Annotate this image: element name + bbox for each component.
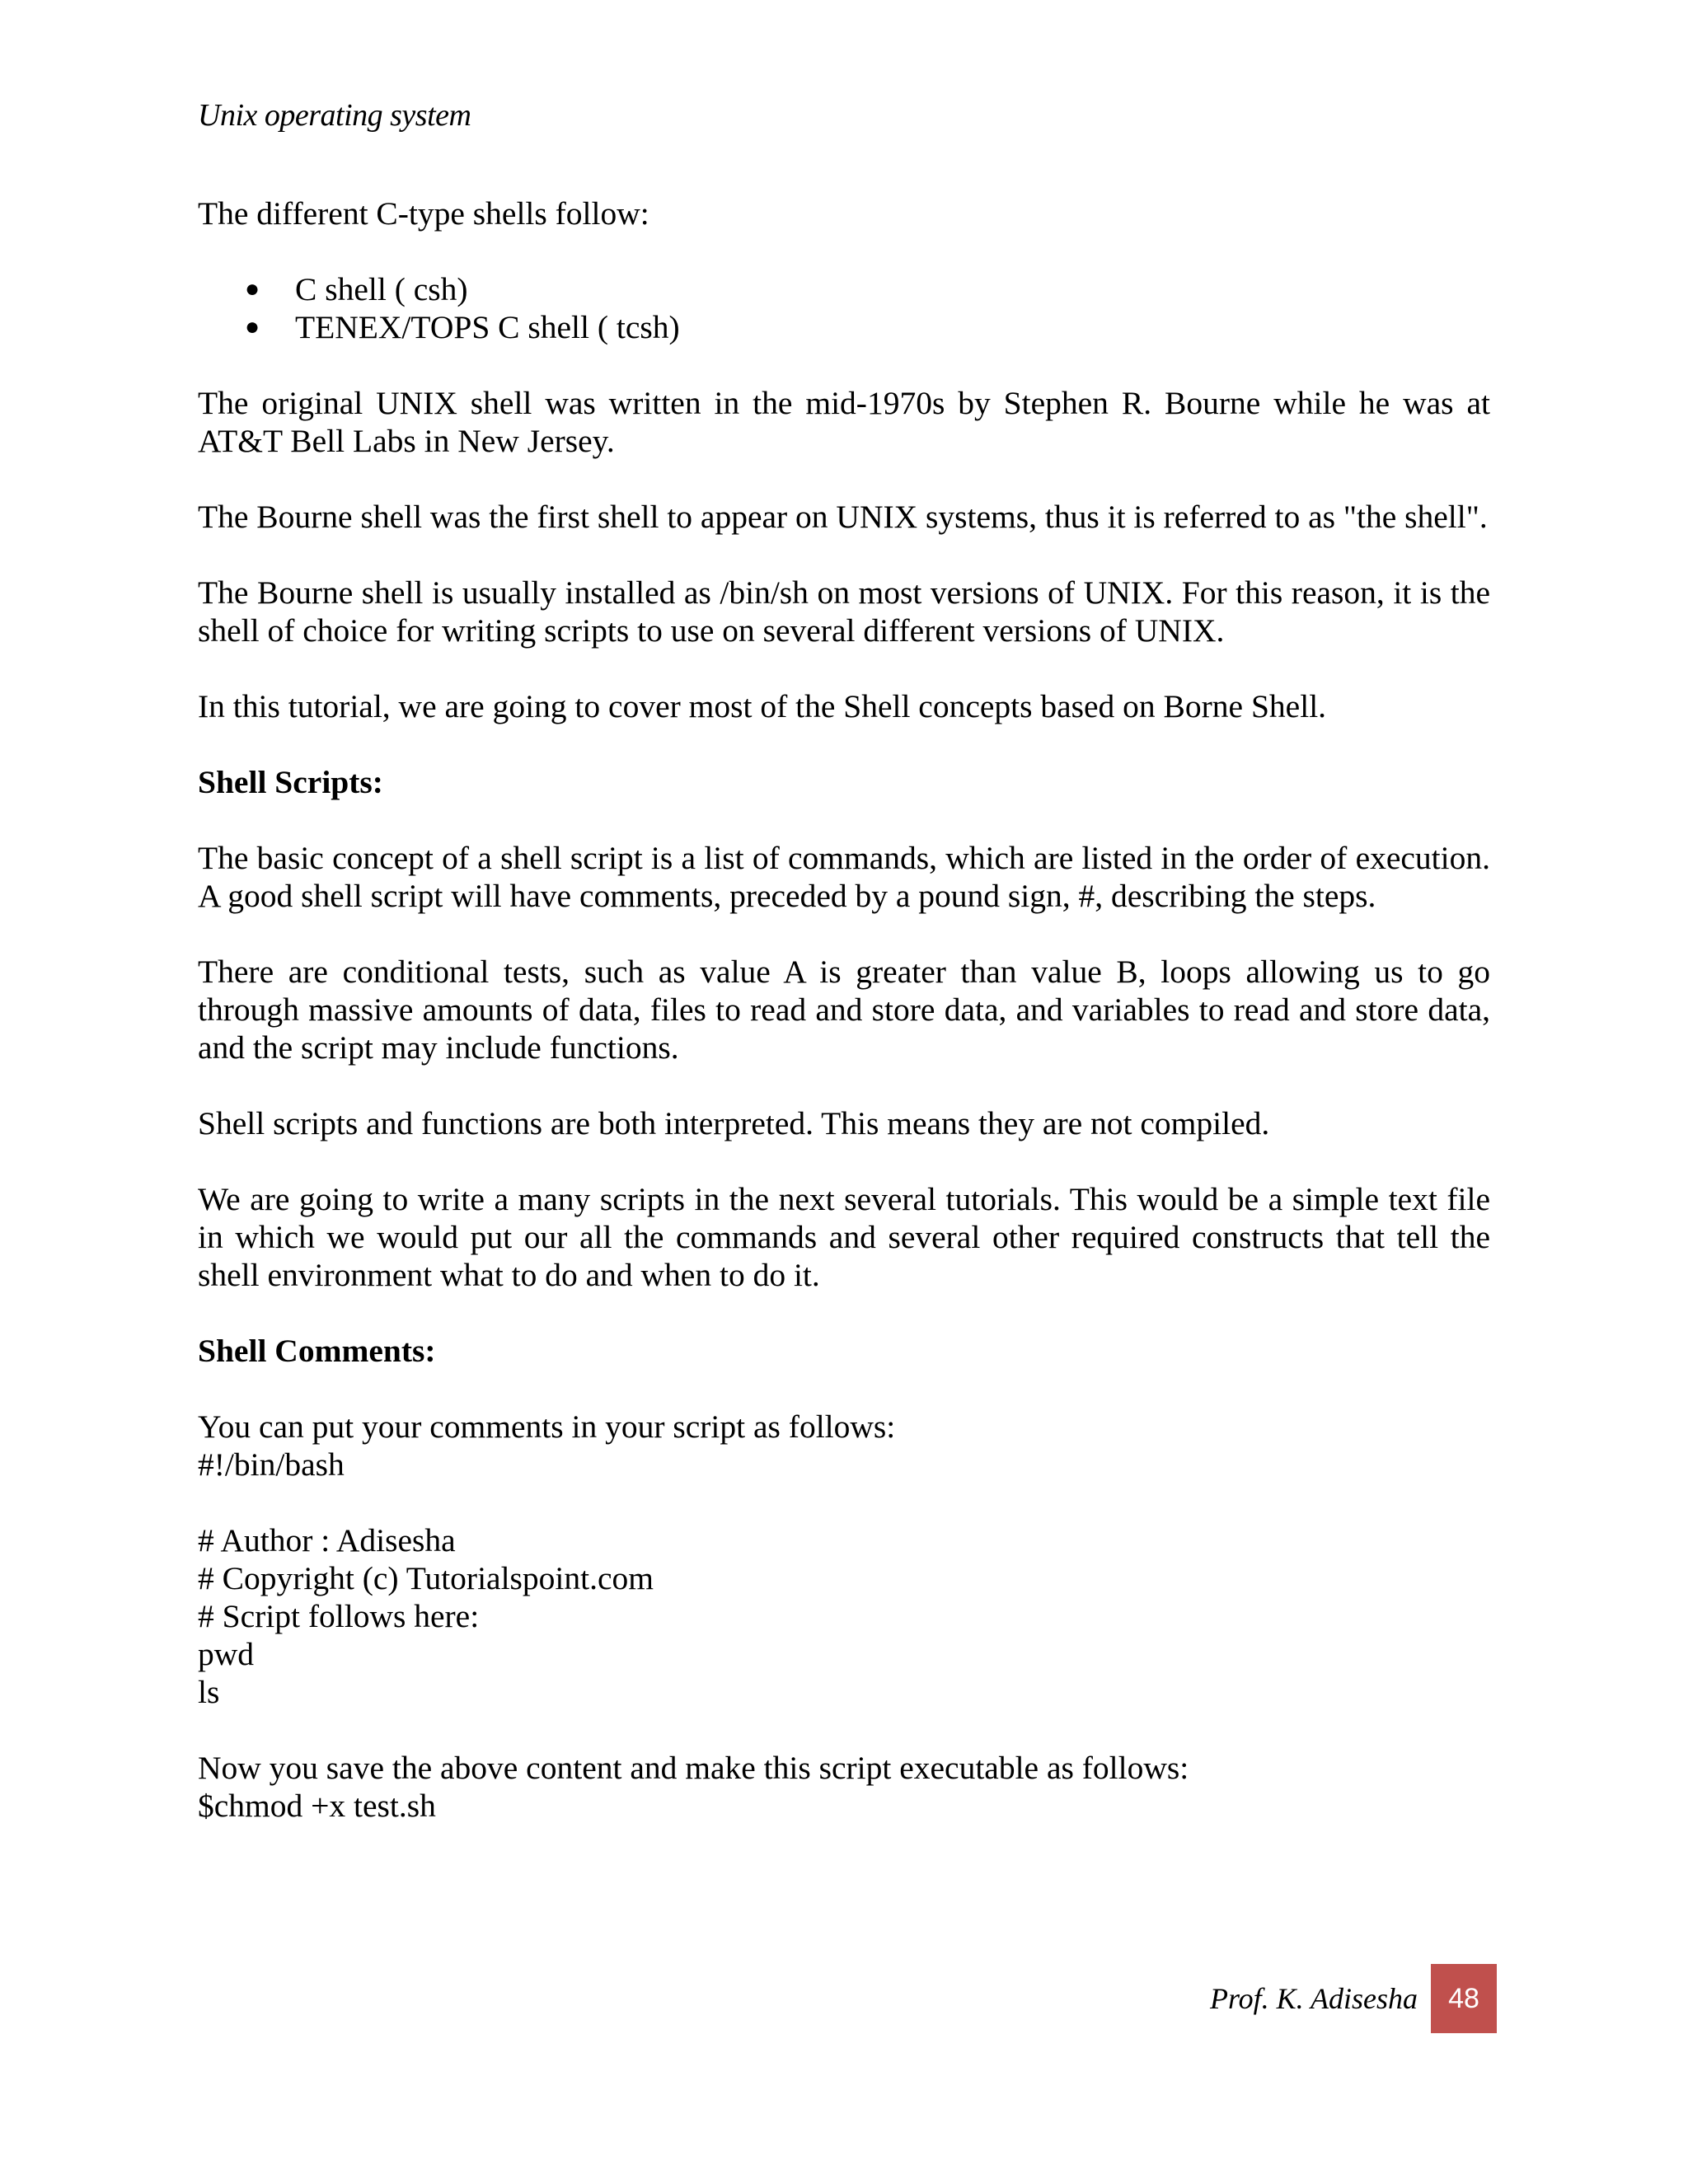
page-footer <box>1210 1964 1497 2033</box>
script-line: # Author : Adisesha <box>198 1522 456 1558</box>
comments-intro-text: You can put your comments in your script as follows: <box>198 1408 896 1445</box>
comments-example-block <box>198 1408 1490 1483</box>
paragraph-many-scripts: We are going to write a many scripts in the next several tutorials. This would be a simple text file in which we would put our all the commands and several other required constructs that tell the shell environment what to do and when to do it. <box>198 1181 1490 1293</box>
bullet-icon: ● <box>245 313 260 340</box>
script-line: pwd <box>198 1636 255 1672</box>
heading-shell-comments: Shell Comments: <box>198 1333 436 1369</box>
page-header-title: Unix operating system <box>198 98 471 133</box>
paragraph-script-concept: The basic concept of a shell script is a list of commands, which are listed in the order of execution. A good shell script will have comments, preceded by a pound sign, #, describing the steps. <box>198 840 1490 914</box>
script-line: ls <box>198 1674 220 1710</box>
chmod-example-block <box>198 1749 1490 1825</box>
c-shells-intro: The different C-type shells follow: <box>198 195 649 232</box>
script-line: # Copyright (c) Tutorialspoint.com <box>198 1560 654 1596</box>
script-line: # Script follows here: <box>198 1598 480 1634</box>
paragraph-interpreted: Shell scripts and functions are both interpreted. This means they are not compiled. <box>198 1105 1270 1141</box>
heading-shell-scripts: Shell Scripts: <box>198 764 383 800</box>
paragraph-tutorial-scope: In this tutorial, we are going to cover most of the Shell concepts based on Borne Shell. <box>198 688 1327 724</box>
script-code-block <box>198 1521 1490 1711</box>
page-content <box>198 194 1490 1863</box>
chmod-command-line: $chmod +x test.sh <box>198 1788 436 1824</box>
paragraph-conditional-tests: There are conditional tests, such as value A is greater than value B, loops allowing us to go through massive amounts of data, files to read and store data, and variables to read and store data, and the script may include functions. <box>198 954 1490 1066</box>
save-intro-text: Now you save the above content and make this script executable as follows: <box>198 1750 1189 1786</box>
bullet-icon: ● <box>245 275 260 302</box>
list-item-text: TENEX/TOPS C shell ( tcsh) <box>295 309 680 345</box>
list-item-text: C shell ( csh) <box>295 271 468 307</box>
c-shells-list <box>198 270 1490 346</box>
page-number-badge: 48 <box>1431 1964 1497 2033</box>
shebang-line: #!/bin/bash <box>198 1446 345 1483</box>
list-item <box>198 270 1490 308</box>
footer-author: Prof. K. Adisesha <box>1209 1982 1418 2015</box>
list-item <box>198 308 1490 346</box>
paragraph-bourne-install: The Bourne shell is usually installed as /bin/sh on most versions of UNIX. For this reason, it is the shell of choice for writing scripts to use on several different versions of UNIX. <box>198 574 1490 649</box>
paragraph-bourne-first: The Bourne shell was the first shell to appear on UNIX systems, thus it is referred to as "the shell". <box>198 499 1488 535</box>
paragraph-bourne-history: The original UNIX shell was written in the mid-1970s by Stephen R. Bourne while he was at AT&T Bell Labs in New Jersey. <box>198 385 1490 459</box>
